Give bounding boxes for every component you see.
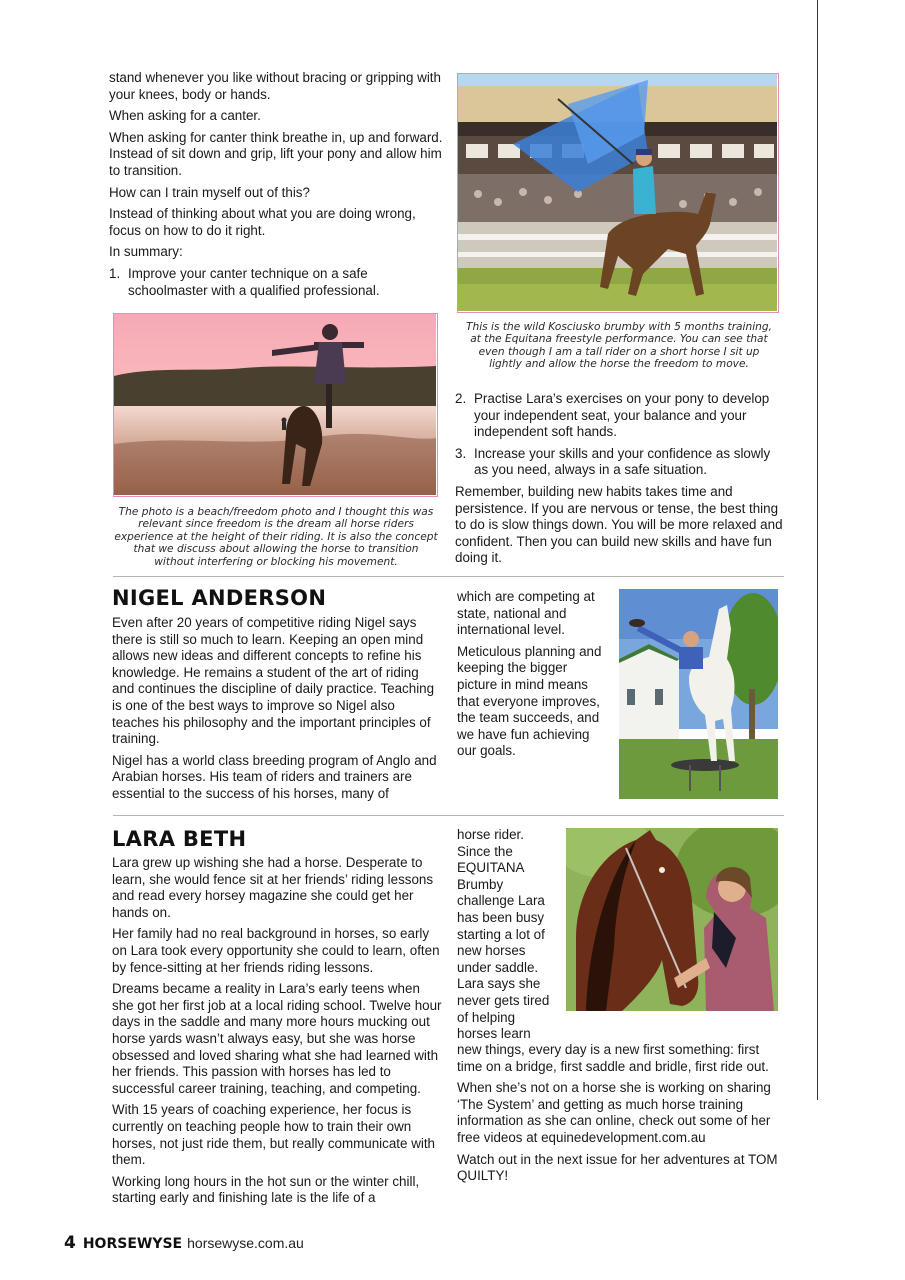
list-number: 3. [455,445,467,461]
paragraph: which are competing at state, national and international level. [457,589,595,638]
brand-name: HORSEWYSE [82,1236,183,1252]
list-item [455,391,784,441]
list-item [109,266,443,299]
nigel-horse-photo [619,589,778,799]
paragraph: Instead of thinking about what you are doing wrong, focus on how to do it right. [109,206,416,238]
paragraph: When she’s not on a horse she is working on sharing ‘The System’ and getting as much horse training information as she can online, check out some of her free videos at equinedevelopment.com.au [457,1080,771,1145]
page-footer [64,1233,304,1255]
list-number: 1. [109,265,121,281]
list-text: Practise Lara’s exercises on your pony to develop your independent seat, your balance and your independent soft hands. [474,391,770,440]
paragraph: Dreams became a reality in Lara’s early teens when she got her first job at a local riding school. Twelve hour days in the saddle and many more hours mucking out horse yards wasn’t always easy, but she was horse obsessed and loved sharing what she had learned with her friends. This passion with horses has led to successful career training, teaching, and competing. [112,981,442,1096]
paragraph: When asking for a canter. [109,108,261,124]
paragraph: new things, every day is a new first something: first time on a bridge, first saddle and bridle, first ride out. [457,1042,769,1074]
lara-horse-photo [566,828,778,1011]
closing-paragraph: Remember, building new habits takes time and persistence. If you are nervous or tense, the best thing to do is slow things down. You will be more relaxed and confident. Then you can build new skills and have fun doing it. [455,483,783,566]
nigel-heading: NIGEL ANDERSON [112,586,327,610]
list-text: Improve your canter technique on a safe schoolmaster with a qualified professional. [128,265,380,298]
paragraph: Lara grew up wishing she had a horse. Desperate to learn, she would fence sit at her friends’ riding lessons and read every horsey magazine she could get her hands on. [112,855,434,920]
list-number: 2. [455,391,467,406]
paragraph: Her family had no real background in horses, so early on Lara took every opportunity she could to learn, often by fence-sitting at her friends riding lessons. [112,926,440,975]
equitana-flag-photo [457,73,779,313]
top-left-text [109,70,443,299]
paragraph: stand whenever you like without bracing or gripping with your knees, body or hands. [109,70,441,102]
section-divider [113,815,784,816]
nigel-right-text [457,589,605,765]
paragraph: Even after 20 years of competitive riding Nigel says there is still so much to learn. Keeping an open mind allows new ideas and different concepts to refine his knowledge. He remains a student of the art of riding and continues the discipline of daily practice. Teaching is one of the best ways to improve so Nigel also teaches his philosophy and the important principles of training. [112,615,435,747]
beach-photo-caption: The photo is a beach/freedom photo and I thought this was relevant since freedom is the dream all horse riders experience at the height of their riding. It is also the concept that we discuss about allowing the horse to transition without interfering or blocking his movement. [114,506,438,568]
lara-left-text [112,855,442,1212]
lara-heading: LARA BETH [112,827,247,851]
lara-right-text [457,1042,784,1190]
page-edge-line [817,0,818,1100]
paragraph: How can I train myself out of this? [109,184,310,200]
paragraph: Working long hours in the hot sun or the winter chill, starting early and finishing late is the life of a [112,1173,420,1206]
page-number: 4 [64,1233,76,1253]
list-text: Increase your skills and your confidence as slowly as you need, always in a safe situation. [474,445,771,478]
section-divider [113,576,784,577]
beach-freedom-photo [113,313,438,497]
paragraph: Meticulous planning and keeping the bigger picture in mind means that everyone improves, the team succeeds, and we have fun achieving our goals. [457,643,602,759]
lara-right-narrow-text: horse rider. Since the EQUITANA Brumby challenge Lara has been busy starting a lot of new horses under saddle. Lara says she never gets tired of helping horses learn [457,827,550,1042]
paragraph: Watch out in the next issue for her adventures at TOM QUILTY! [457,1151,778,1184]
paragraph: Nigel has a world class breeding program of Anglo and Arabian horses. His team of riders and trainers are essential to the success of his horses, many of [112,752,437,801]
paragraph: When asking for canter think breathe in, up and forward. Instead of sit down and grip, lift your pony and allow him to transition. [109,129,443,178]
paragraph: In summary: [109,244,183,260]
list-item [455,446,784,479]
brand-url: horsewyse.com.au [187,1235,304,1251]
paragraph: With 15 years of coaching experience, her focus is currently on teaching people how to train their own horses, not just ride them, but really communicate with them. [112,1102,436,1168]
flag-photo-caption: This is the wild Kosciusko brumby with 5 months training, at the Equitana freestyle performance. You can see that even though I am a tall rider on a short horse I sit up lightly and allow the horse the freedom to move. [466,321,772,371]
nigel-left-text [112,615,437,808]
top-right-text [455,391,784,572]
